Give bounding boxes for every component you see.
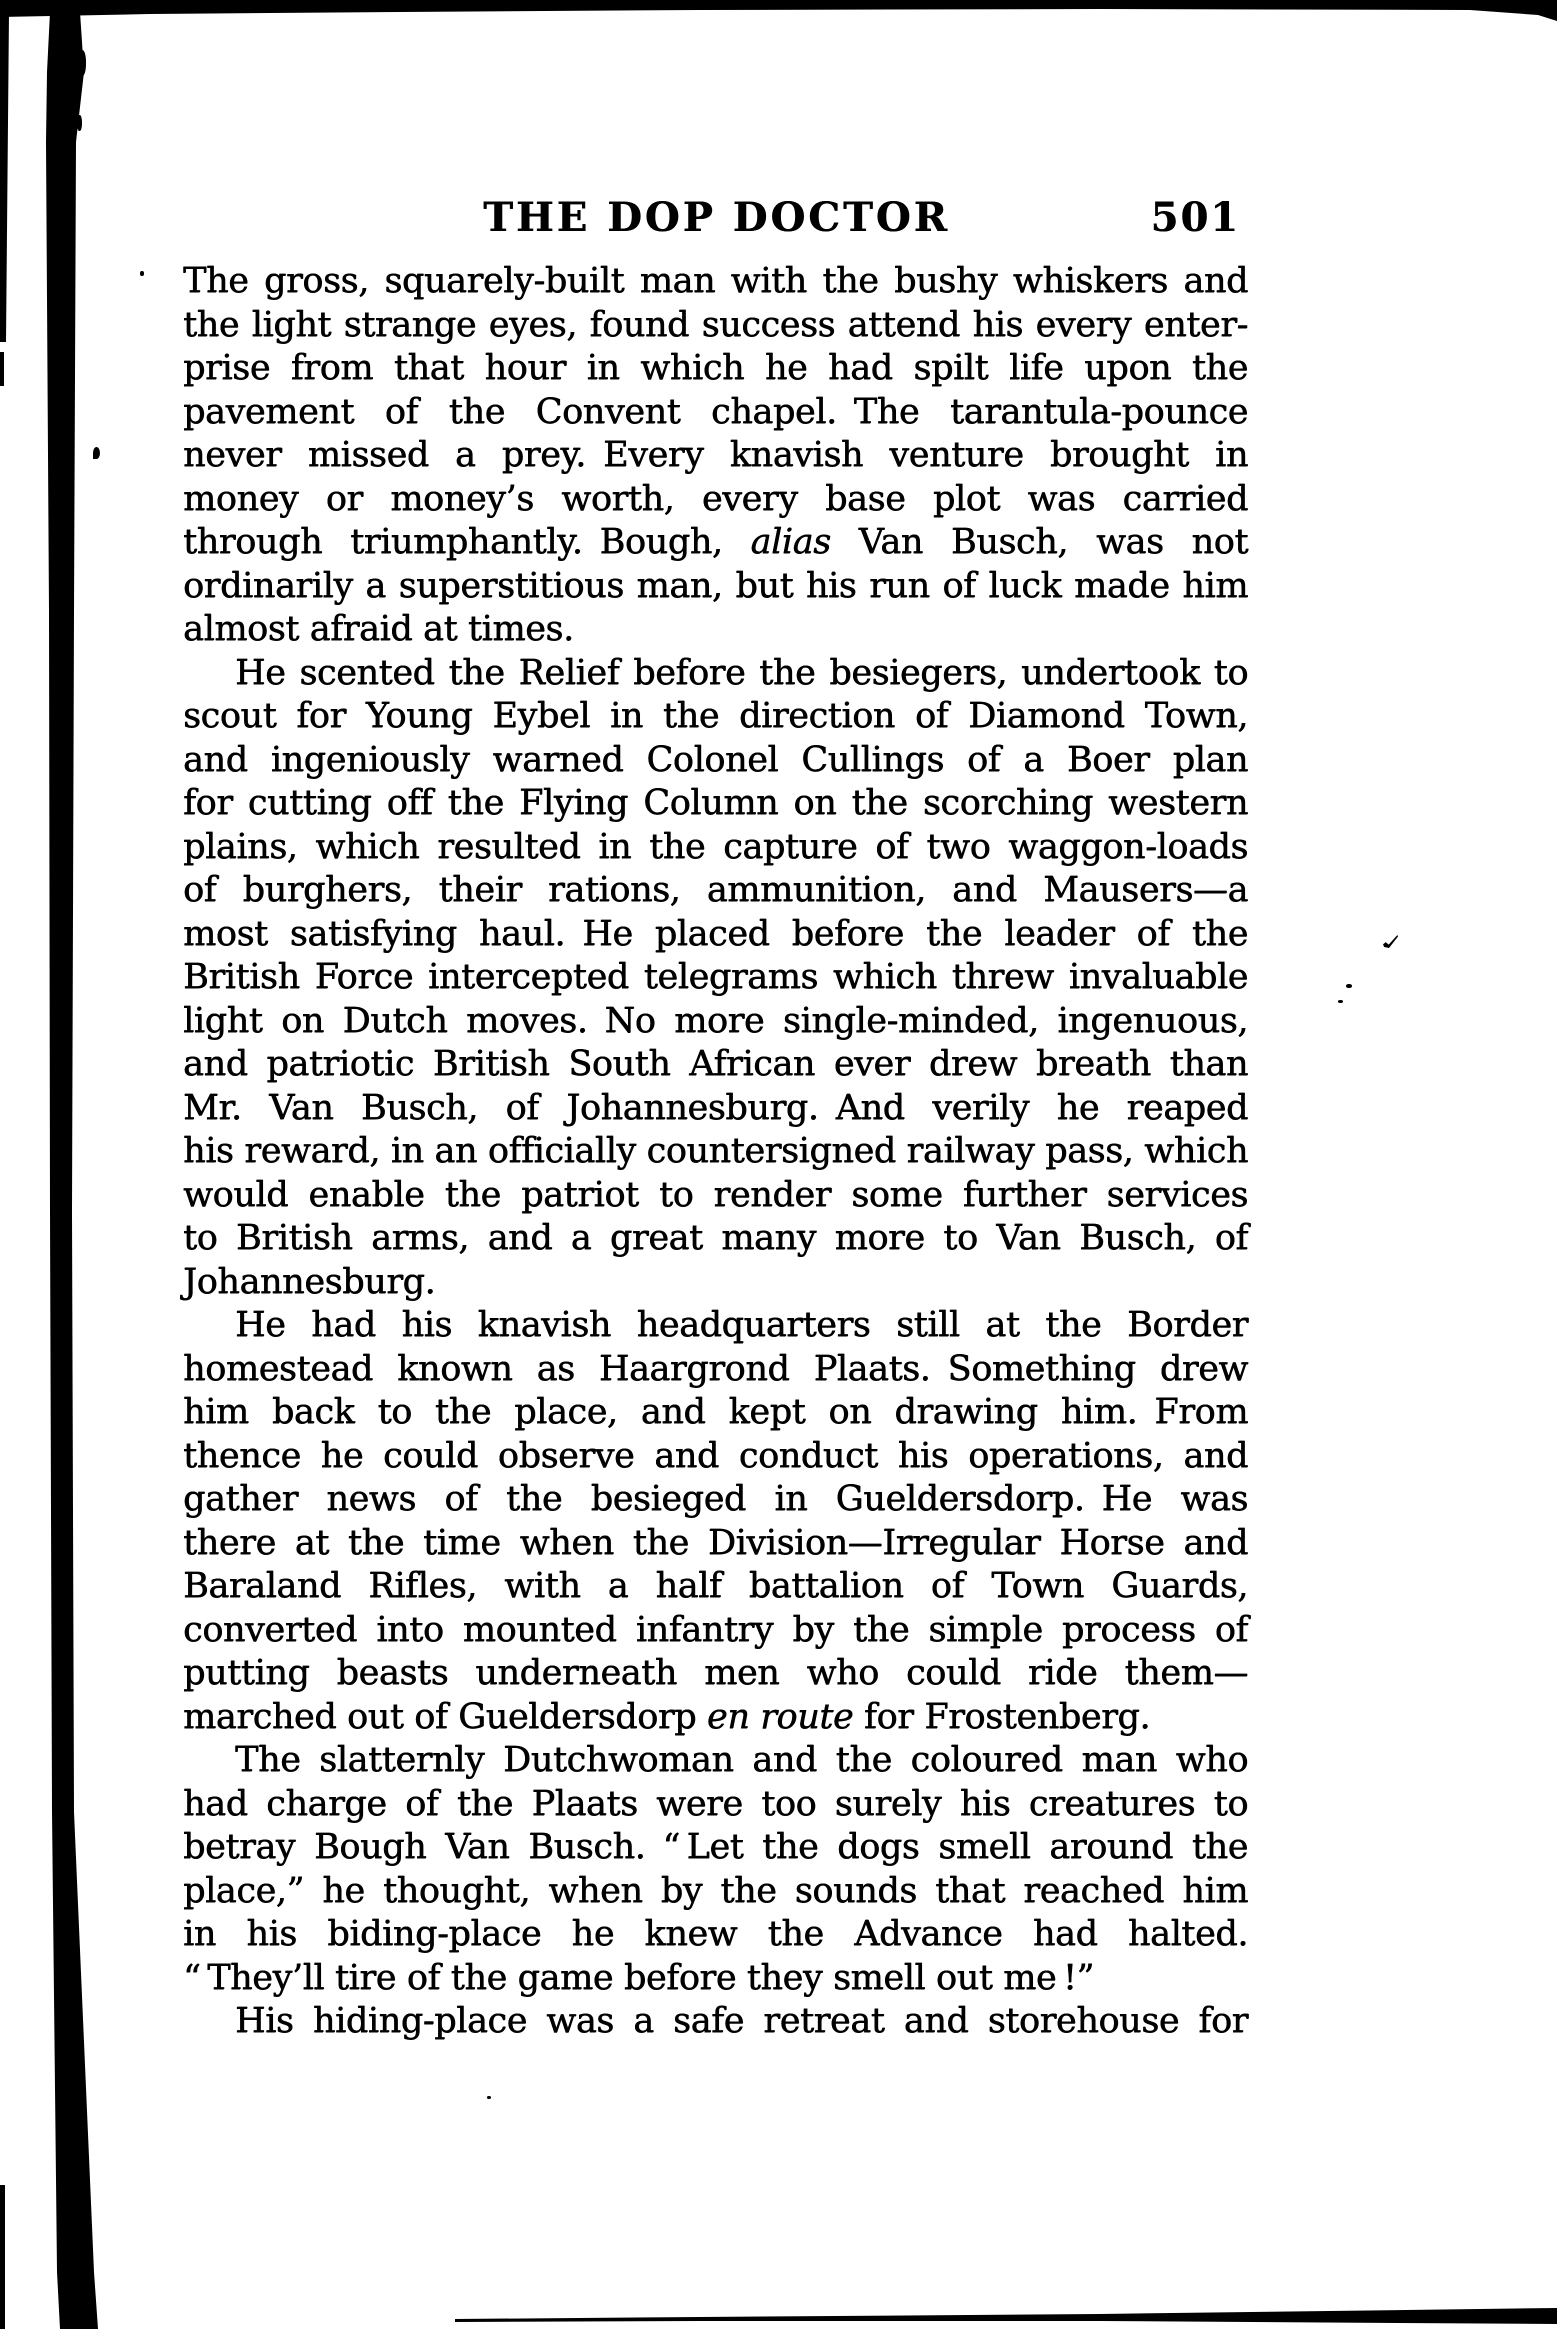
- page-number: 501: [1150, 194, 1240, 241]
- text-line: [183, 391, 1248, 435]
- text-segment: His hiding-place was a safe retreat and storehouse for: [235, 2001, 1248, 2041]
- text-line: [183, 1913, 1248, 1957]
- scan-speck: [140, 271, 144, 276]
- running-title: THE DOP DOCTOR: [483, 194, 950, 241]
- scan-speck: [78, 50, 86, 76]
- text-line: [183, 956, 1248, 1000]
- text-segment: thence he could observe and conduct his operations, and: [183, 1435, 1248, 1476]
- text-line: [183, 521, 1248, 565]
- text-segment: to British arms, and a great many more to Van Busch, of: [183, 1218, 1248, 1258]
- text-line: [183, 1609, 1248, 1653]
- scan-speck: [1338, 1000, 1343, 1003]
- text-segment: there at the time when the Division—Irregular Horse and: [183, 1522, 1248, 1563]
- text-line: [183, 739, 1248, 783]
- text-line: [183, 1739, 1248, 1783]
- text-line: [183, 1696, 1248, 1740]
- text-segment: through triumphantly. Bough,: [183, 522, 751, 562]
- text-line: [183, 1957, 1248, 2001]
- text-segment: Van Busch, was not: [830, 522, 1248, 562]
- text-line: [183, 1391, 1248, 1435]
- text-line: [183, 1130, 1248, 1174]
- text-line: [183, 1652, 1248, 1696]
- text-line: [183, 1087, 1248, 1131]
- text-segment: place,” he thought, when by the sounds that reached him: [183, 1870, 1248, 1911]
- text-line: [183, 478, 1248, 522]
- text-segment: and patriotic British South African ever drew breath than: [183, 1044, 1248, 1084]
- text-segment: his reward, in an officially countersigned railway pass, which: [183, 1131, 1248, 1171]
- scan-speck: [487, 2096, 491, 2099]
- text-segment: would enable the patriot to render some further services: [183, 1174, 1248, 1215]
- text-segment: for cutting off the Flying Column on the scorching western: [183, 783, 1248, 823]
- scan-speck: [77, 115, 82, 131]
- text-segment: pavement of the Convent chapel. The tarantula-pounce: [183, 391, 1248, 432]
- text-line: [183, 1261, 1248, 1305]
- text-segment: He scented the Relief before the besiegers, undertook to: [235, 652, 1248, 693]
- text-line: [183, 260, 1248, 304]
- text-line: [183, 1348, 1248, 1392]
- text-line: [183, 1043, 1248, 1087]
- text-segment: never missed a prey. Every knavish venture brought in: [183, 435, 1248, 475]
- scan-speck: [1383, 935, 1398, 948]
- paragraph: [183, 2000, 1248, 2044]
- text-segment: converted into mounted infantry by the simple process of: [183, 1609, 1248, 1650]
- paragraph: [183, 652, 1248, 1305]
- scan-left-edge-bottom: [0, 2185, 5, 2329]
- text-line: [183, 1217, 1248, 1261]
- text-line: [183, 608, 1248, 652]
- binding-shadow-bar: [0, 12, 120, 2329]
- paragraph: [183, 1304, 1248, 1739]
- text-line: [183, 347, 1248, 391]
- text-segment: putting beasts underneath men who could ride them—: [183, 1653, 1248, 1693]
- scan-bottom-edge: [0, 2307, 1557, 2329]
- text-segment: had charge of the Plaats were too surely his creatures to: [183, 1783, 1248, 1824]
- text-segment: He had his knavish headquarters still at the Border: [235, 1305, 1248, 1345]
- text-segment: and ingeniously warned Colonel Cullings of a Boer plan: [183, 739, 1248, 780]
- text-segment: plains, which resulted in the capture of two waggon-loads: [183, 826, 1248, 867]
- text-segment: ordinarily a superstitious man, but his run of luck made him: [183, 565, 1248, 606]
- text-segment: most satisfying haul. He placed before the leader of the: [183, 913, 1248, 954]
- text-segment: prise from that hour in which he had spilt life upon the: [183, 348, 1248, 388]
- scan-left-edge-dash: [0, 352, 4, 386]
- text-segment: almost afraid at times.: [183, 609, 574, 649]
- text-line: [183, 1783, 1248, 1827]
- text-segment: homestead known as Haargrond Plaats. Something drew: [183, 1348, 1248, 1389]
- page-body-text: [183, 260, 1248, 2044]
- text-line: [183, 652, 1248, 696]
- scan-speck: [1346, 984, 1352, 988]
- text-segment: light on Dutch moves. No more single-minded, ingenuous,: [183, 1000, 1248, 1041]
- text-segment: British Force intercepted telegrams which threw invaluable: [183, 957, 1248, 997]
- text-line: [183, 2000, 1248, 2044]
- text-segment: in his biding-place he knew the Advance had halted.: [183, 1914, 1248, 1954]
- scan-left-edge-top: [0, 12, 9, 342]
- text-segment: Johannesburg.: [183, 1261, 436, 1302]
- text-segment: The slatternly Dutchwoman and the coloured man who: [235, 1740, 1248, 1780]
- text-line: [183, 1826, 1248, 1870]
- text-segment: the light strange eyes, found success attend his every enter-: [183, 304, 1248, 345]
- italic-text: en route: [706, 1696, 854, 1737]
- page-header: [185, 194, 1248, 246]
- text-line: [183, 1565, 1248, 1609]
- text-segment: of burghers, their rations, ammunition, and Mausers—a: [183, 870, 1248, 910]
- paragraph: [183, 260, 1248, 652]
- text-segment: scout for Young Eybel in the direction of Diamond Town,: [183, 696, 1248, 736]
- italic-text: alias: [750, 522, 831, 562]
- text-segment: him back to the place, and kept on drawing him. From: [183, 1392, 1248, 1432]
- text-segment: betray Bough Van Busch. “ Let the dogs smell around the: [183, 1827, 1248, 1867]
- text-line: [183, 1304, 1248, 1348]
- text-line: [183, 913, 1248, 957]
- text-line: [183, 869, 1248, 913]
- text-line: [183, 434, 1248, 478]
- text-segment: The gross, squarely-built man with the bushy whiskers and: [183, 261, 1248, 301]
- text-segment: for Frostenberg.: [853, 1696, 1151, 1737]
- text-segment: Mr. Van Busch, of Johannesburg. And verily he reaped: [183, 1087, 1248, 1128]
- text-line: [183, 304, 1248, 348]
- text-line: [183, 782, 1248, 826]
- text-line: [183, 1870, 1248, 1914]
- text-line: [183, 1478, 1248, 1522]
- text-segment: “ They’ll tire of the game before they smell out me !”: [183, 1957, 1094, 1998]
- scan-top-edge: [0, 0, 1557, 22]
- paragraph: [183, 1739, 1248, 2000]
- scan-speck: [93, 447, 100, 459]
- text-line: [183, 695, 1248, 739]
- text-line: [183, 1174, 1248, 1218]
- text-segment: marched out of Gueldersdorp: [183, 1696, 707, 1737]
- text-line: [183, 1522, 1248, 1566]
- text-line: [183, 565, 1248, 609]
- text-segment: money or money’s worth, every base plot was carried: [183, 478, 1248, 519]
- text-line: [183, 1435, 1248, 1479]
- text-segment: gather news of the besieged in Gueldersdorp. He was: [183, 1479, 1248, 1519]
- text-line: [183, 826, 1248, 870]
- text-segment: Baraland Rifles, with a half battalion of Town Guards,: [183, 1566, 1248, 1606]
- text-line: [183, 1000, 1248, 1044]
